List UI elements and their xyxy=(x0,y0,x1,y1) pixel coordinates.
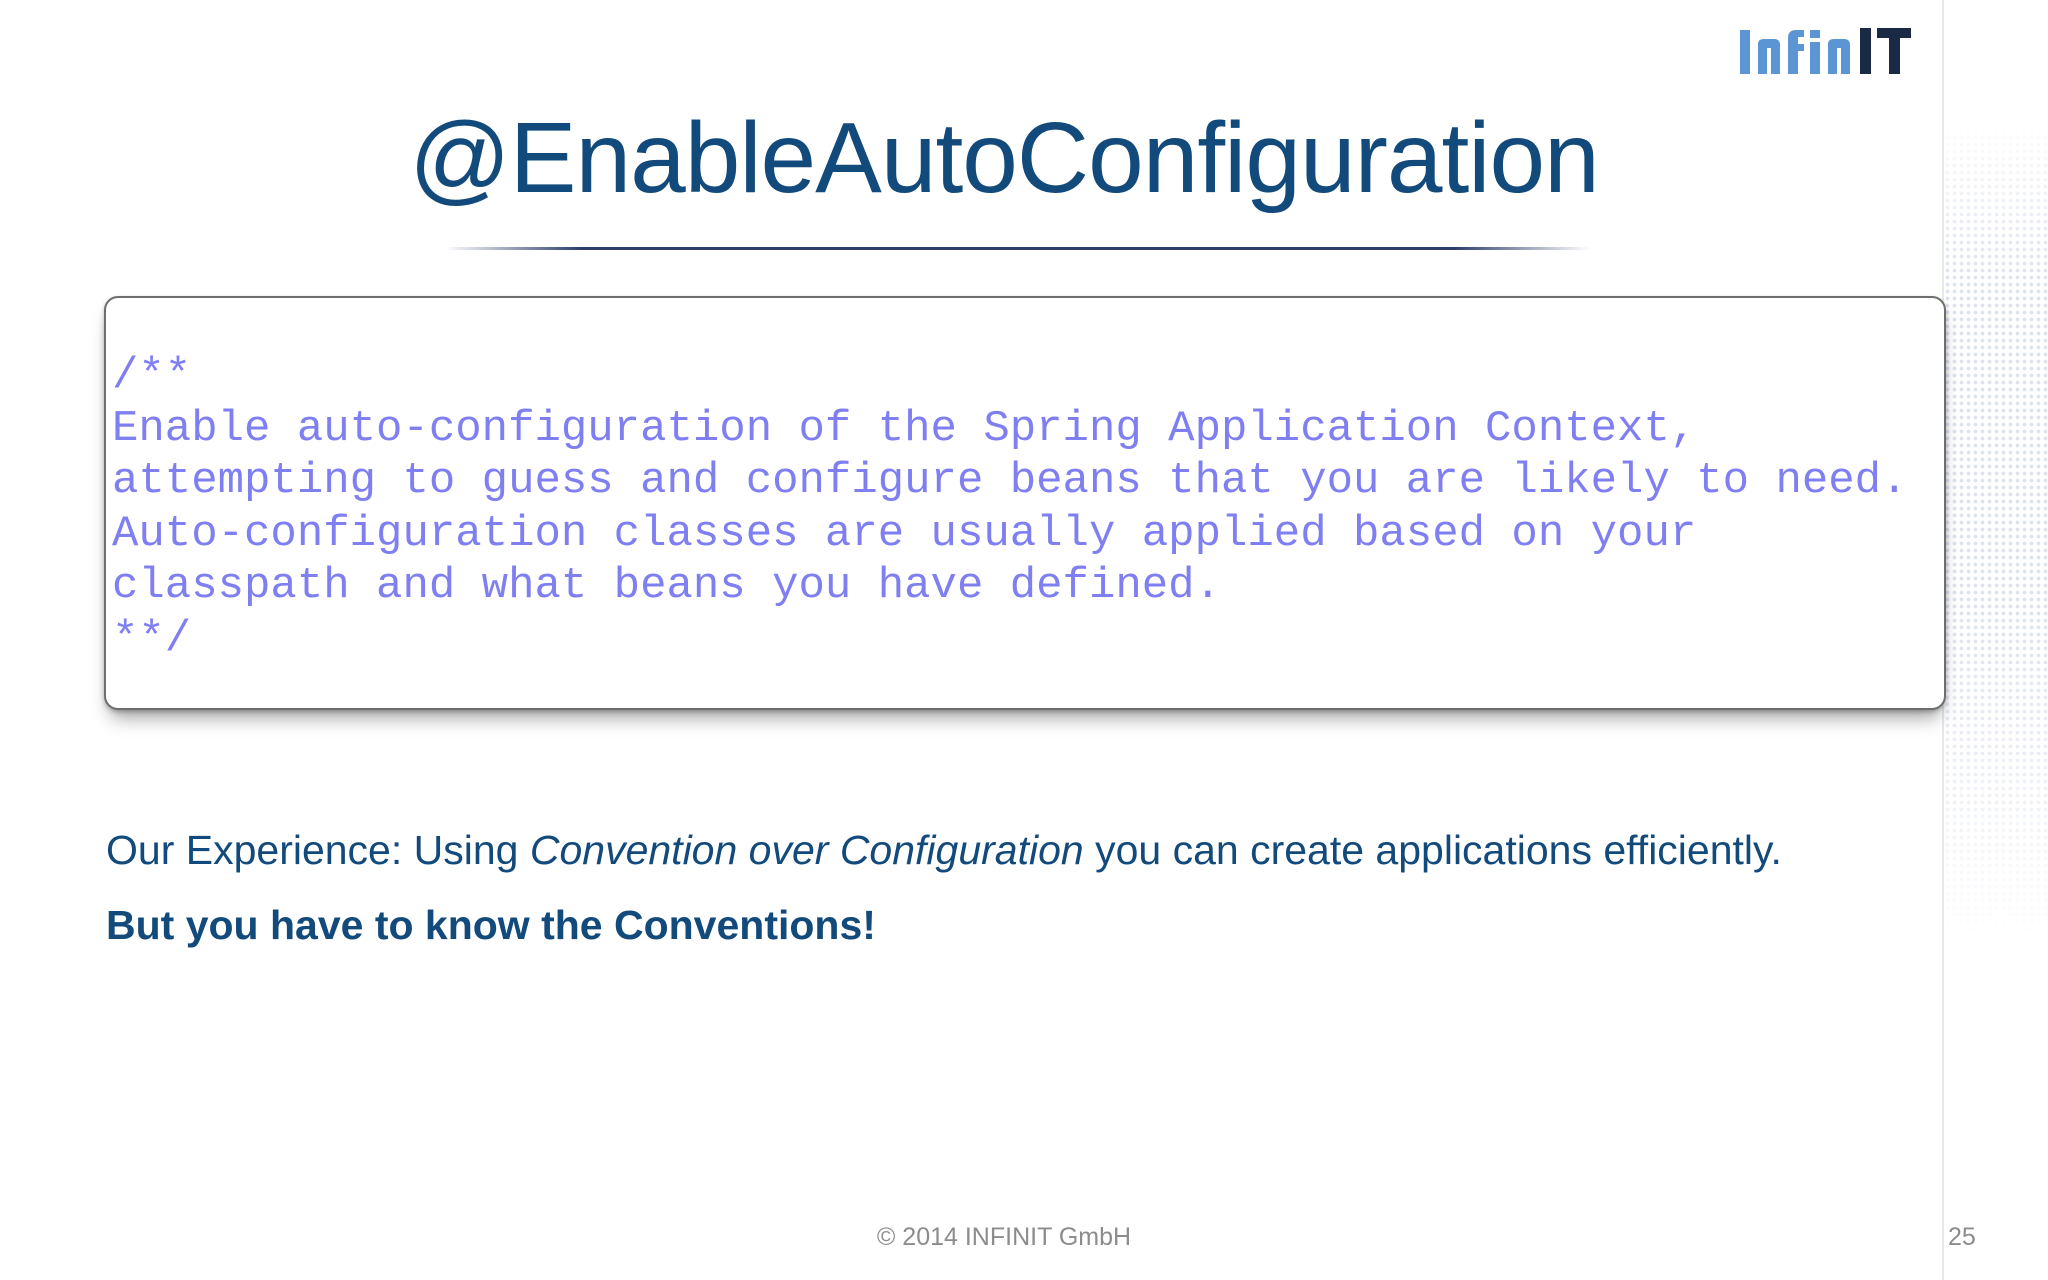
code-comment xyxy=(112,350,1908,665)
conventions-note: But you have to know the Conventions! xyxy=(106,902,876,948)
code-line: /** xyxy=(112,351,192,401)
page-number: 25 xyxy=(1948,1223,1976,1251)
experience-emphasis: Convention over Configuration xyxy=(529,827,1084,873)
slide-title: @EnableAutoConfiguration xyxy=(409,102,1599,214)
code-line: classpath and what beans you have defined. xyxy=(112,561,1221,611)
code-line: Auto-configuration classes are usually applied based on your xyxy=(112,508,1697,559)
title-underline xyxy=(445,247,1590,250)
experience-statement xyxy=(106,825,1782,875)
copyright: © 2014 INFINIT GmbH xyxy=(876,1223,1132,1251)
experience-suffix: you can create applications efficiently. xyxy=(1083,827,1782,873)
code-line: attempting to guess and configure beans that you are likely to need. xyxy=(112,456,1908,506)
code-line: **/ xyxy=(112,613,192,664)
code-box xyxy=(104,296,1946,710)
dot-pattern-decoration xyxy=(1944,120,2048,940)
code-line: Enable auto-configuration of the Spring Application Context, xyxy=(112,403,1697,454)
experience-prefix: Our Experience: Using xyxy=(106,827,530,873)
logo-graphic xyxy=(1738,22,1958,82)
infinit-logo xyxy=(1738,22,1958,82)
